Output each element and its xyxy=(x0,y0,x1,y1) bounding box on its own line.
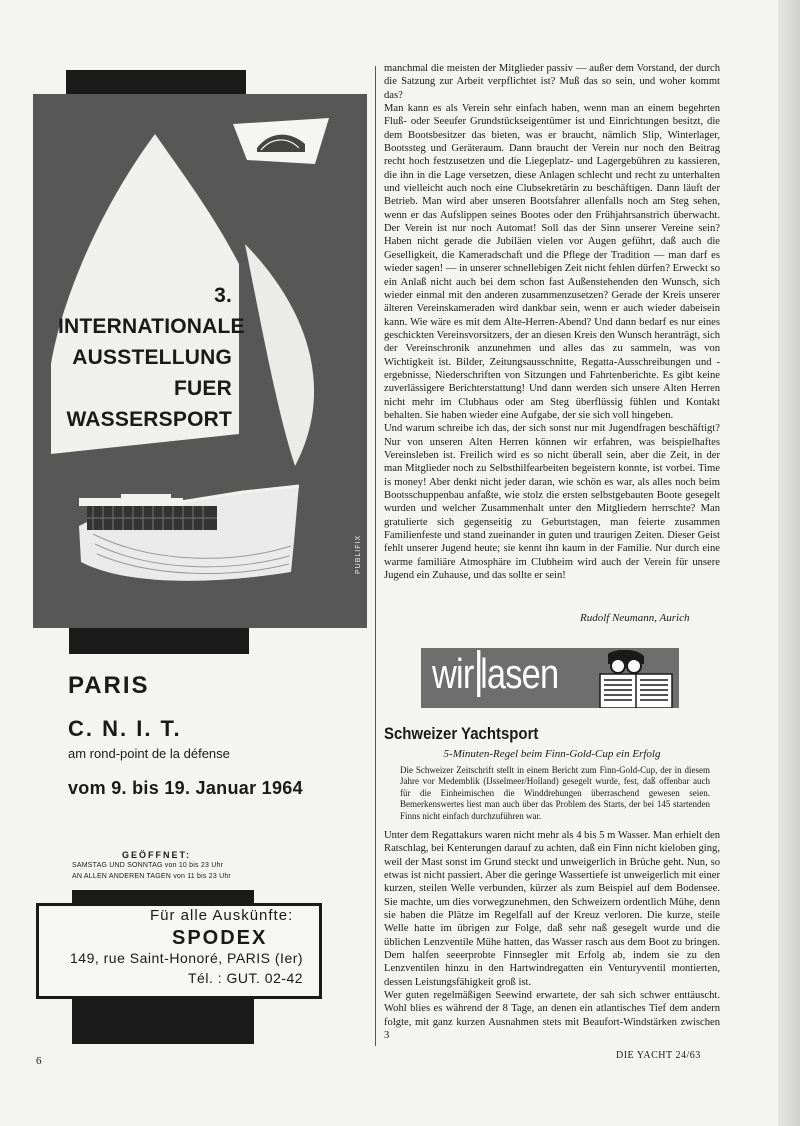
article-signature: Rudolf Neumann, Aurich xyxy=(580,612,690,624)
article-subtitle: 5-Minuten-Regel beim Finn-Gold-Cup ein Erfolg xyxy=(443,748,661,760)
article-title: Schweizer Yachtsport xyxy=(384,724,539,743)
poster-title-line: 3. xyxy=(214,284,232,307)
poster-title-line: AUSSTELLUNG xyxy=(72,346,232,369)
magazine-issue: DIE YACHT 24/63 xyxy=(616,1050,701,1061)
ad-dates: vom 9. bis 19. Januar 1964 xyxy=(68,778,303,798)
opening-hours-line: AN ALLEN ANDEREN TAGEN von 11 bis 23 Uhr xyxy=(72,873,231,880)
banner-text xyxy=(432,650,558,698)
article-lead: Die Schweizer Zeitschrift stellt in einem Bericht zum Finn-Gold-Cup, der in diesem Jahre vor Medemblik (IJsselmeer/Holland) gesegelt wurde, fest, daß offenbar auch für die Einheimischen die Winddrehungen überraschend gewesen seien. Bemerkenswertes liest man auch über das Problem des Starts, der bei 145 startenden Finns nicht einfach durchzuführen war. xyxy=(400,765,710,821)
article-paragraph: manchmal die meisten der Mitglieder passiv — außer dem Vorstand, der durch die Satzung zur Arbeit verpflichtet ist? Muß das so sein, und woher kommt das? xyxy=(384,63,720,101)
article-paragraph: Man kann es als Verein sehr einfach haben, wenn man an einem begehrten Fluß- oder Seeufer Grundstückseigentümer ist und Einrichtungen besitzt, die dem Bootsbesitzer das bieten, was er braucht, nämlich Slip, Winterlager, Bootssteg und Geräteraum. Dann braucht der Verein nur noch den Beitrag recht hoch festzusetzen und die Liegeplatz- und Lagergebühren zu kassieren, die ihn in die Lage versetzen, diese Anlagen schlecht und recht zu unterhalten und vielleicht auch noch eine Clubsekretärin zu beschäftigen. Dann läuft der Betrieb. Man wird aber unseren Bootsfahrer allenfalls noch am Steg sehen, wenn er das Aufslippen seines Bootes oder den Frühjahrsanstrich überwacht. Der Verein ist nur noch Automat! Soll das der Sinn unserer Vereine sein? Haben nicht gerade die Jubiläen vielen vor Augen geführt, daß auch die Geselligkeit, die Kameradschaft und die Pflege der Tradition — man darf es wieder sagen! — in unserer schnellebigen Zeit nicht fehlen dürfen? Erweckt so ein Anlaß nicht auch bei dem schon fast Außenstehenden den Wunsch, sich wieder einmal mit den anderen zusammenzusetzen? Gerade der Kreis unserer älteren Vereinskameraden wird dankbar sein, wenn er auch wieder dabeisein kann. Wie wäre es mit dem Alte-Herren-Abend? Und dann bedarf es nur eines geschickten Vereinsvorsitzers, der an diesen Kreis den Wunsch heranträgt, sich der Vereinschronik anzunehmen und alles das zu sammeln, was von Wichtigkeit ist. Bilder, Zeitungsausschnitte, Regatta-Ausschreibungen und -ergebnisse, Niederschriften von Sitzungen und Fahrtenberichte. Es gibt keine zuverlässigere Berichterstattung! Und dann werden sich unsere Alten Herren nicht mehr im Clubhaus oder am Steg überflüssig fühlen und Kontakt behalten. Sie haben wieder eine Aufgabe, der sie sich voll hingeben. xyxy=(384,103,720,421)
info-phone: Tél. : GUT. 02-42 xyxy=(188,970,304,986)
page-number: 6 xyxy=(36,1055,42,1067)
banner-word: lasen xyxy=(477,650,559,697)
ad-mid-bar xyxy=(69,628,249,654)
exhibition-poster xyxy=(33,94,367,628)
article-vereinsleben xyxy=(384,62,720,582)
poster-title-line: FUER xyxy=(174,377,232,400)
poster-title-line: WASSERSPORT xyxy=(66,408,232,431)
poster-title xyxy=(58,280,245,435)
column-rule xyxy=(375,66,376,1046)
article-paragraph: Unter dem Regattakurs waren nicht mehr als 4 bis 5 m Wasser. Man erhielt den Ratschlag, bei Kenterungen darauf zu achten, daß ein Finn nicht kieloben ging, weil der Mast sonst im Grund steckt und unweigerlich in Brüche geht. Nun, so etwas ist nicht passiert. Aber die geringe Wassertiefe ist unweigerlich mit einer kurzen, steilen Welle verbunden, kürzer als zum Beispiel auf dem Bodensee. Sie machte, um dies vorwegzunehmen, den Schweizern ordentlich Mühe, denn sie haben die Plätze im Regelfall auf der Kreuz verloren. Die kurze, steile Welle hatte im übrigen zur Folge, daß sehr naß gesegelt wurde und die üblichen Lenzventile Mühe hatten, das Wasser rasch aus dem Boot zu bringen. Dem halfen seeerprobte Finnsegler mit Erfolg ab, indem sie zu den Lenzventilen hinzu in den Hartwindregatten ein Venturyventil montierten, dessen Leistungsfähigkeit groß ist. xyxy=(384,830,720,988)
info-company: SPODEX xyxy=(172,927,268,949)
article-schweizer-yachtsport xyxy=(384,829,720,1043)
info-address: 149, rue Saint-Honoré, PARIS (Ier) xyxy=(70,950,304,966)
ad-top-bar xyxy=(66,70,246,96)
article-paragraph: Wer guten regelmäßigen Seewind erwartete, der sah sich schwer enttäuscht. Wohl blies es während der 8 Tage, an denen ein atlantisches Tief dem andern folgte, mit ganz kurzen Ausnahmen stets mit Beaufort-Windstärken zwischen 3 xyxy=(384,990,720,1042)
banner-word: wir xyxy=(432,650,474,697)
newspaper-reader-icon xyxy=(596,650,676,708)
info-bottom-bar xyxy=(72,996,254,1044)
page-edge xyxy=(778,0,800,1126)
opening-hours-line: SAMSTAG UND SONNTAG von 10 bis 23 Uhr xyxy=(72,862,224,869)
poster-title-line: INTERNATIONALE xyxy=(58,315,245,338)
poster-credit: PUBLIFIX xyxy=(355,534,362,574)
ad-venue: C. N. I. T. xyxy=(68,716,182,741)
opening-hours-heading: GEÖFFNET: xyxy=(122,850,191,860)
ad-location: am rond-point de la défense xyxy=(68,746,230,761)
article-paragraph: Und warum schreibe ich das, der sich sonst nur mit Jugendfragen beschäftigt? Nur von unseren Alten Herren können wir erfahren, was beispielhaftes Vereinsleben ist. Freilich wird es so nicht überall sein, aber die Zeit, in der man Mitglieder noch zu Selbsthilfearbeiten begeistern konnte, ist vorbei. Time is money! Aber denkt nicht jeder daran, wie schön es war, als alles noch beim Bootsschuppenbau anfaßte, wie stolz die ersten selbstgebauten Boote gesegelt wurden und welcher Zusammenhalt unter den Mitgliedern herrschte? Man gratulierte sich gegenseitig zu Geburtstagen, man feierte zusammen Familienfeste und stand zueinander in guten und traurigen Zeiten. Dieser Geist fehlt unserer Jugend heute; sie kennt ihn kaum in der Familie. Nur durch eine warme familiäre Atmosphäre im Clubheim wird auch der Verein für unsere Jugend ein Zuhause, und das sollte er sein! xyxy=(384,423,720,582)
info-heading: Für alle Auskünfte: xyxy=(150,907,294,924)
ad-city: PARIS xyxy=(68,672,150,699)
